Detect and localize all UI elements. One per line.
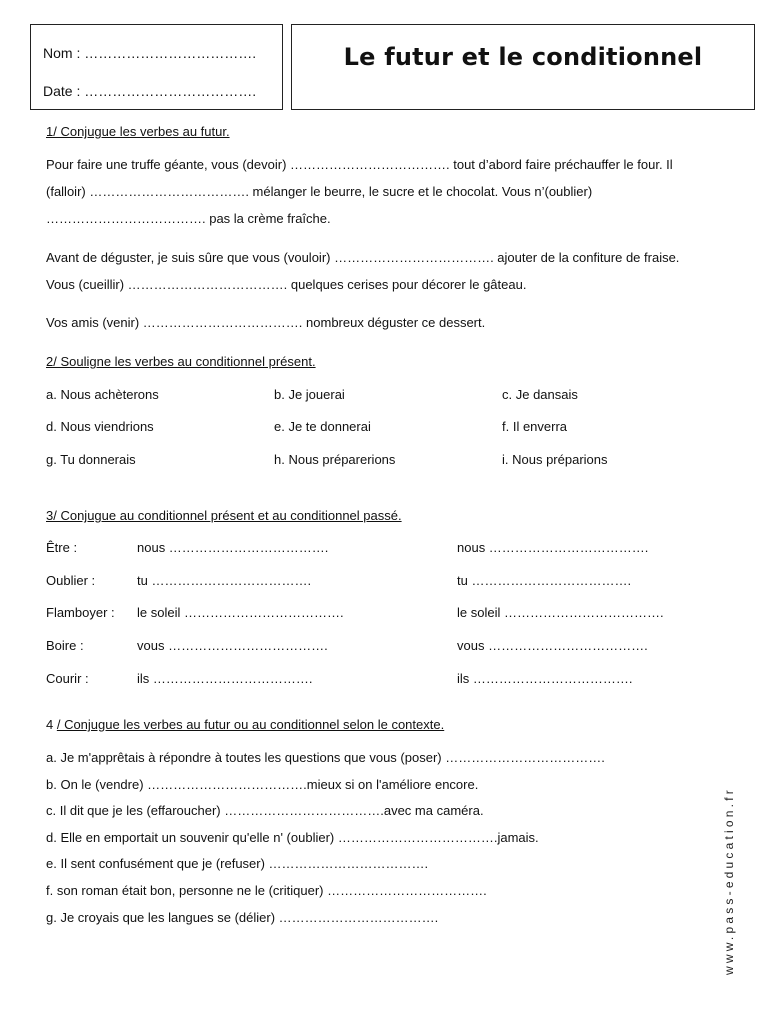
ex3-present: le soleil ………………………………. xyxy=(137,605,344,620)
ex4-line: f. son roman était bon, personne ne le (critiquer) ………………………………. xyxy=(46,883,487,898)
name-line: Nom : ………………………………. xyxy=(43,45,257,61)
ex2-item: d. Nous viendrions xyxy=(46,419,154,434)
ex3-present: tu ………………………………. xyxy=(137,573,312,588)
ex3-passe: tu ………………………………. xyxy=(457,573,632,588)
ex3-present: vous ………………………………. xyxy=(137,638,328,653)
ex1-line: Avant de déguster, je suis sûre que vous (vouloir) ………………………………. ajouter de la confiture de fraise. xyxy=(46,250,680,265)
ex4-heading-text: / Conjugue les verbes au futur ou au conditionnel selon le contexte. xyxy=(56,717,445,732)
ex4-line: a. Je m'apprêtais à répondre à toutes les questions que vous (poser) ………………………………. xyxy=(46,750,605,765)
ex2-item: i. Nous préparions xyxy=(502,452,608,467)
ex3-present: ils ………………………………. xyxy=(137,671,313,686)
ex2-item: f. Il enverra xyxy=(502,419,568,434)
ex1-line: Vos amis (venir) ………………………………. nombreux déguster ce dessert. xyxy=(46,315,486,330)
ex3-passe: ils ………………………………. xyxy=(457,671,633,686)
ex1-line: ………………………………. pas la crème fraîche. xyxy=(46,211,331,226)
ex1-line: (falloir) ………………………………. mélanger le beurre, le sucre et le chocolat. Vous n’(oublier) xyxy=(46,184,593,199)
ex3-passe: vous ………………………………. xyxy=(457,638,648,653)
ex2-item: g. Tu donnerais xyxy=(46,452,136,467)
ex3-verb: Courir : xyxy=(46,671,89,686)
page-title: Le futur et le conditionnel xyxy=(343,43,703,71)
ex4-line: d. Elle en emportait un souvenir qu'elle n' (oublier) ……………………………….jamais. xyxy=(46,830,539,845)
ex4-line: e. Il sent confusément que je (refuser) ………………………………. xyxy=(46,856,429,871)
identity-box xyxy=(30,24,283,110)
ex4-heading-number: 4 xyxy=(46,717,57,732)
ex2-item: b. Je jouerai xyxy=(274,387,345,402)
ex1-line: Pour faire une truffe géante, vous (devoir) ………………………………. tout d’abord faire préchauffer le four. Il xyxy=(46,157,673,172)
ex3-passe: le soleil ………………………………. xyxy=(457,605,664,620)
ex4-line: g. Je croyais que les langues se (délier) ………………………………. xyxy=(46,910,439,925)
ex4-line: c. Il dit que je les (effaroucher) ……………………………….avec ma caméra. xyxy=(46,803,484,818)
ex3-present: nous ………………………………. xyxy=(137,540,329,555)
ex3-passe: nous ………………………………. xyxy=(457,540,649,555)
site-watermark: www.pass-education.fr xyxy=(722,787,736,975)
ex3-verb: Être : xyxy=(46,540,78,555)
ex2-item: a. Nous achèterons xyxy=(46,387,159,402)
ex2-heading: 2/ Souligne les verbes au conditionnel présent. xyxy=(46,354,316,369)
ex2-item: c. Je dansais xyxy=(502,387,578,402)
title-box xyxy=(291,24,755,110)
ex1-line: Vous (cueillir) ………………………………. quelques cerises pour décorer le gâteau. xyxy=(46,277,527,292)
ex3-verb: Oublier : xyxy=(46,573,96,588)
ex4-heading xyxy=(46,717,444,733)
ex4-line: b. On le (vendre) ……………………………….mieux si on l'améliore encore. xyxy=(46,777,479,792)
ex1-heading: 1/ Conjugue les verbes au futur. xyxy=(46,124,230,139)
date-line: Date : ………………………………. xyxy=(43,83,257,99)
ex2-item: h. Nous préparerions xyxy=(274,452,396,467)
ex3-heading: 3/ Conjugue au conditionnel présent et au conditionnel passé. xyxy=(46,508,402,523)
ex3-verb: Flamboyer : xyxy=(46,605,115,620)
ex3-verb: Boire : xyxy=(46,638,84,653)
ex2-item: e. Je te donnerai xyxy=(274,419,371,434)
